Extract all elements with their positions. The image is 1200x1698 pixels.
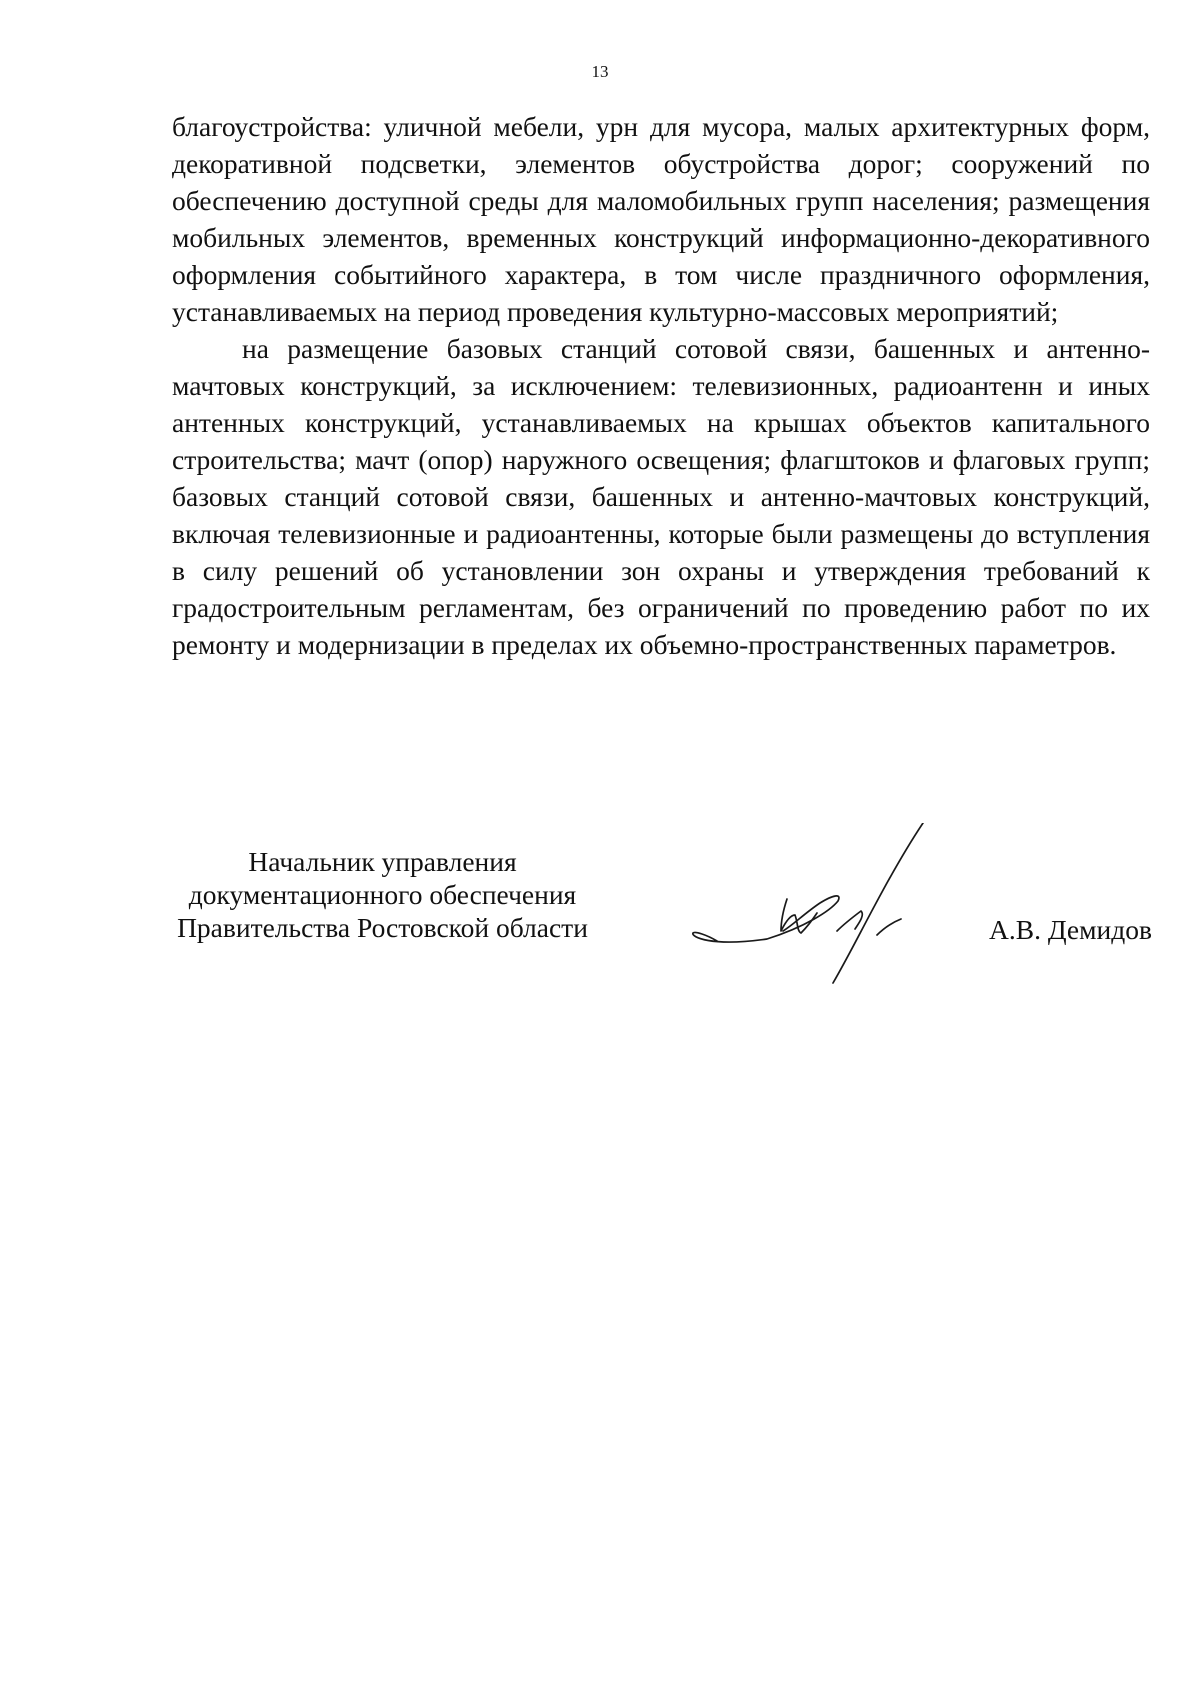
paragraph-base-stations: на размещение базовых станций сотовой связи, башенных и антенно-мачтовых конструкций, за исключением: телевизионных, радиоантенн и иных антенных конструкций, устанавливаемых на крышах объектов капитального строительства; мачт (опор) наружного освещения; флагштоков и флаговых групп; базовых станций сотовой связи, башенных и антенно-мачтовых конструкций, включая телевизионные и радиоантенны, которые были размещены до вступления в силу решений об установлении зон охраны и утверждения требований к градостроительным регламентам, без ограничений по проведению работ по их ремонту и модернизации в пределах их объемно-пространственных параметров. xyxy=(172,333,1150,660)
position-line-3: Правительства Ростовской области xyxy=(177,912,588,943)
signature-block xyxy=(150,845,1160,985)
paragraph-continuation: благоустройства: уличной мебели, урн для мусора, малых архитектурных форм, декоративной подсветки, элементов обустройства дорог; сооружений по обеспечению доступной среды для маломобильных групп населения; размещения мобильных элементов, временных конструкций информационно-декоративного оформления событийного характера, в том числе праздничного оформления, устанавливаемых на период проведения культурно-массовых мероприятий; xyxy=(172,111,1150,327)
signer-name: А.В. Демидов xyxy=(989,914,1152,945)
signature-stroke-tail xyxy=(877,919,901,935)
position-line-1: Начальник управления xyxy=(248,846,517,877)
signature-stroke-mark xyxy=(837,911,862,931)
page-number: 13 xyxy=(591,62,609,81)
handwritten-signature-icon xyxy=(655,823,925,993)
signature-stroke-loop xyxy=(693,896,839,942)
signatory-position xyxy=(150,845,615,944)
signature-stroke-slash xyxy=(833,823,923,983)
position-line-2: документационного обеспечения xyxy=(188,879,577,910)
document-body xyxy=(172,108,1150,663)
